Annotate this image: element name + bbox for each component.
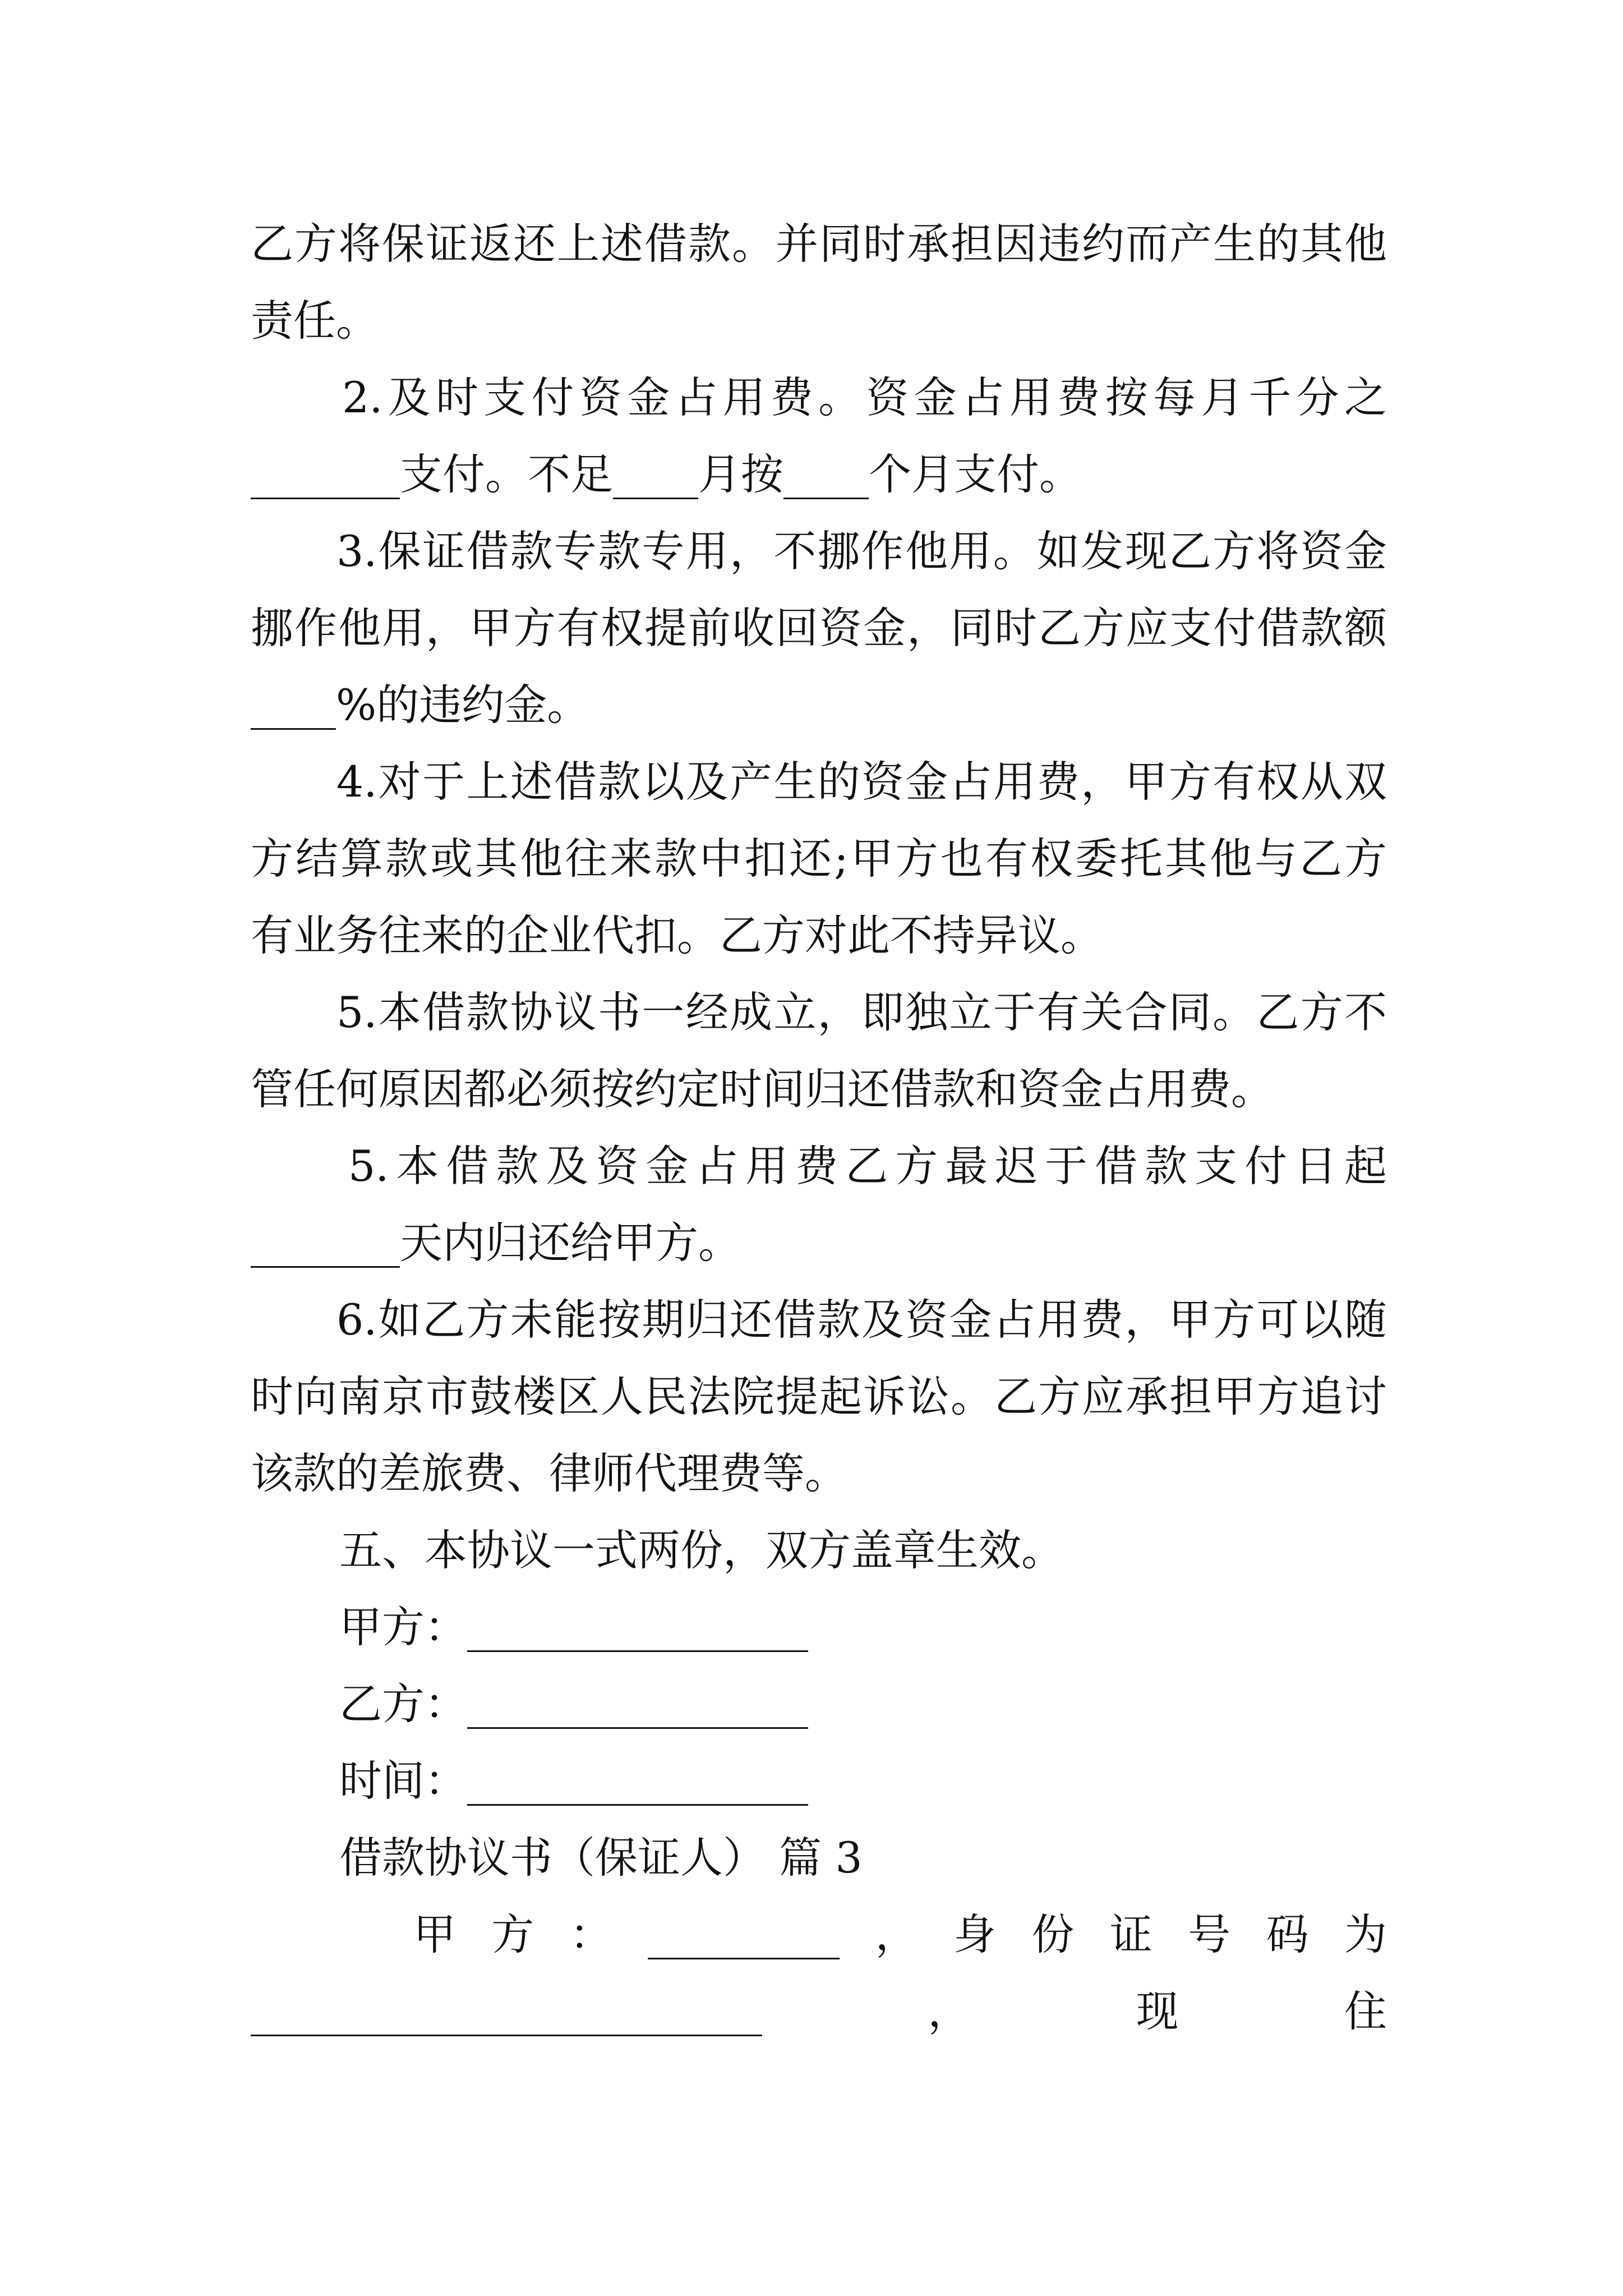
clause-4-line: 4.对于上述借款以及产生的资金占用费，甲方有权从双 bbox=[336, 757, 1387, 807]
clause-6-line: 6.如乙方未能按期归还借款及资金占用费，甲方可以随 bbox=[336, 1295, 1387, 1345]
clause-2-line: _______支付。不足____月按____个月支付。 bbox=[251, 449, 1082, 499]
clause-5-repayment-line: _______天内归还给甲方。 bbox=[251, 1218, 741, 1268]
party-a-signature-line: 甲方：________________ bbox=[339, 1602, 808, 1652]
clause-6-line: 该款的差旅费、律师代理费等。 bbox=[251, 1448, 847, 1498]
continued-clause-line: 责任。 bbox=[251, 296, 379, 346]
section-heading: 借款协议书（保证人） 篇 3 bbox=[339, 1833, 863, 1883]
clause-3-line: ____%的违约金。 bbox=[251, 680, 590, 730]
section-5-copies-line: 五、本协议一式两份，双方盖章生效。 bbox=[339, 1525, 1064, 1575]
continued-clause-line: 乙方将保证返还上述借款。并同时承担因违约而产生的其他 bbox=[251, 219, 1387, 269]
clause-6-line: 时向南京市鼓楼区人民法院提起诉讼。乙方应承担甲方追讨 bbox=[251, 1372, 1387, 1421]
clause-4-line: 有业务往来的企业代扣。乙方对此不持异议。 bbox=[251, 910, 1103, 960]
clause-4-line: 方结算款或其他往来款中扣还;甲方也有权委托其他与乙方 bbox=[251, 834, 1387, 884]
clause-5-line: 管任何原因都必须按约定时间归还借款和资金占用费。 bbox=[251, 1064, 1274, 1114]
clause-5-repayment-line: 5.本借款及资金占用费乙方最迟于借款支付日起 bbox=[348, 1141, 1387, 1191]
party-a-info-line: 甲方：_________，身份证号码为 bbox=[413, 1910, 1387, 1959]
clause-3-line: 挪作他用，甲方有权提前收回资金，同时乙方应支付借款额 bbox=[251, 603, 1387, 653]
clause-5-line: 5.本借款协议书一经成立，即独立于有关合同。乙方不 bbox=[336, 987, 1387, 1037]
clause-3-line: 3.保证借款专款专用，不挪作他用。如发现乙方将资金 bbox=[336, 526, 1387, 576]
party-a-info-line: ________________________，现住 bbox=[251, 1986, 1387, 2036]
clause-2-line: 2.及时支付资金占用费。资金占用费按每月千分之 bbox=[342, 372, 1387, 422]
document-body bbox=[251, 205, 1387, 2050]
date-signature-line: 时间：________________ bbox=[339, 1756, 808, 1806]
party-b-signature-line: 乙方：________________ bbox=[339, 1679, 808, 1729]
